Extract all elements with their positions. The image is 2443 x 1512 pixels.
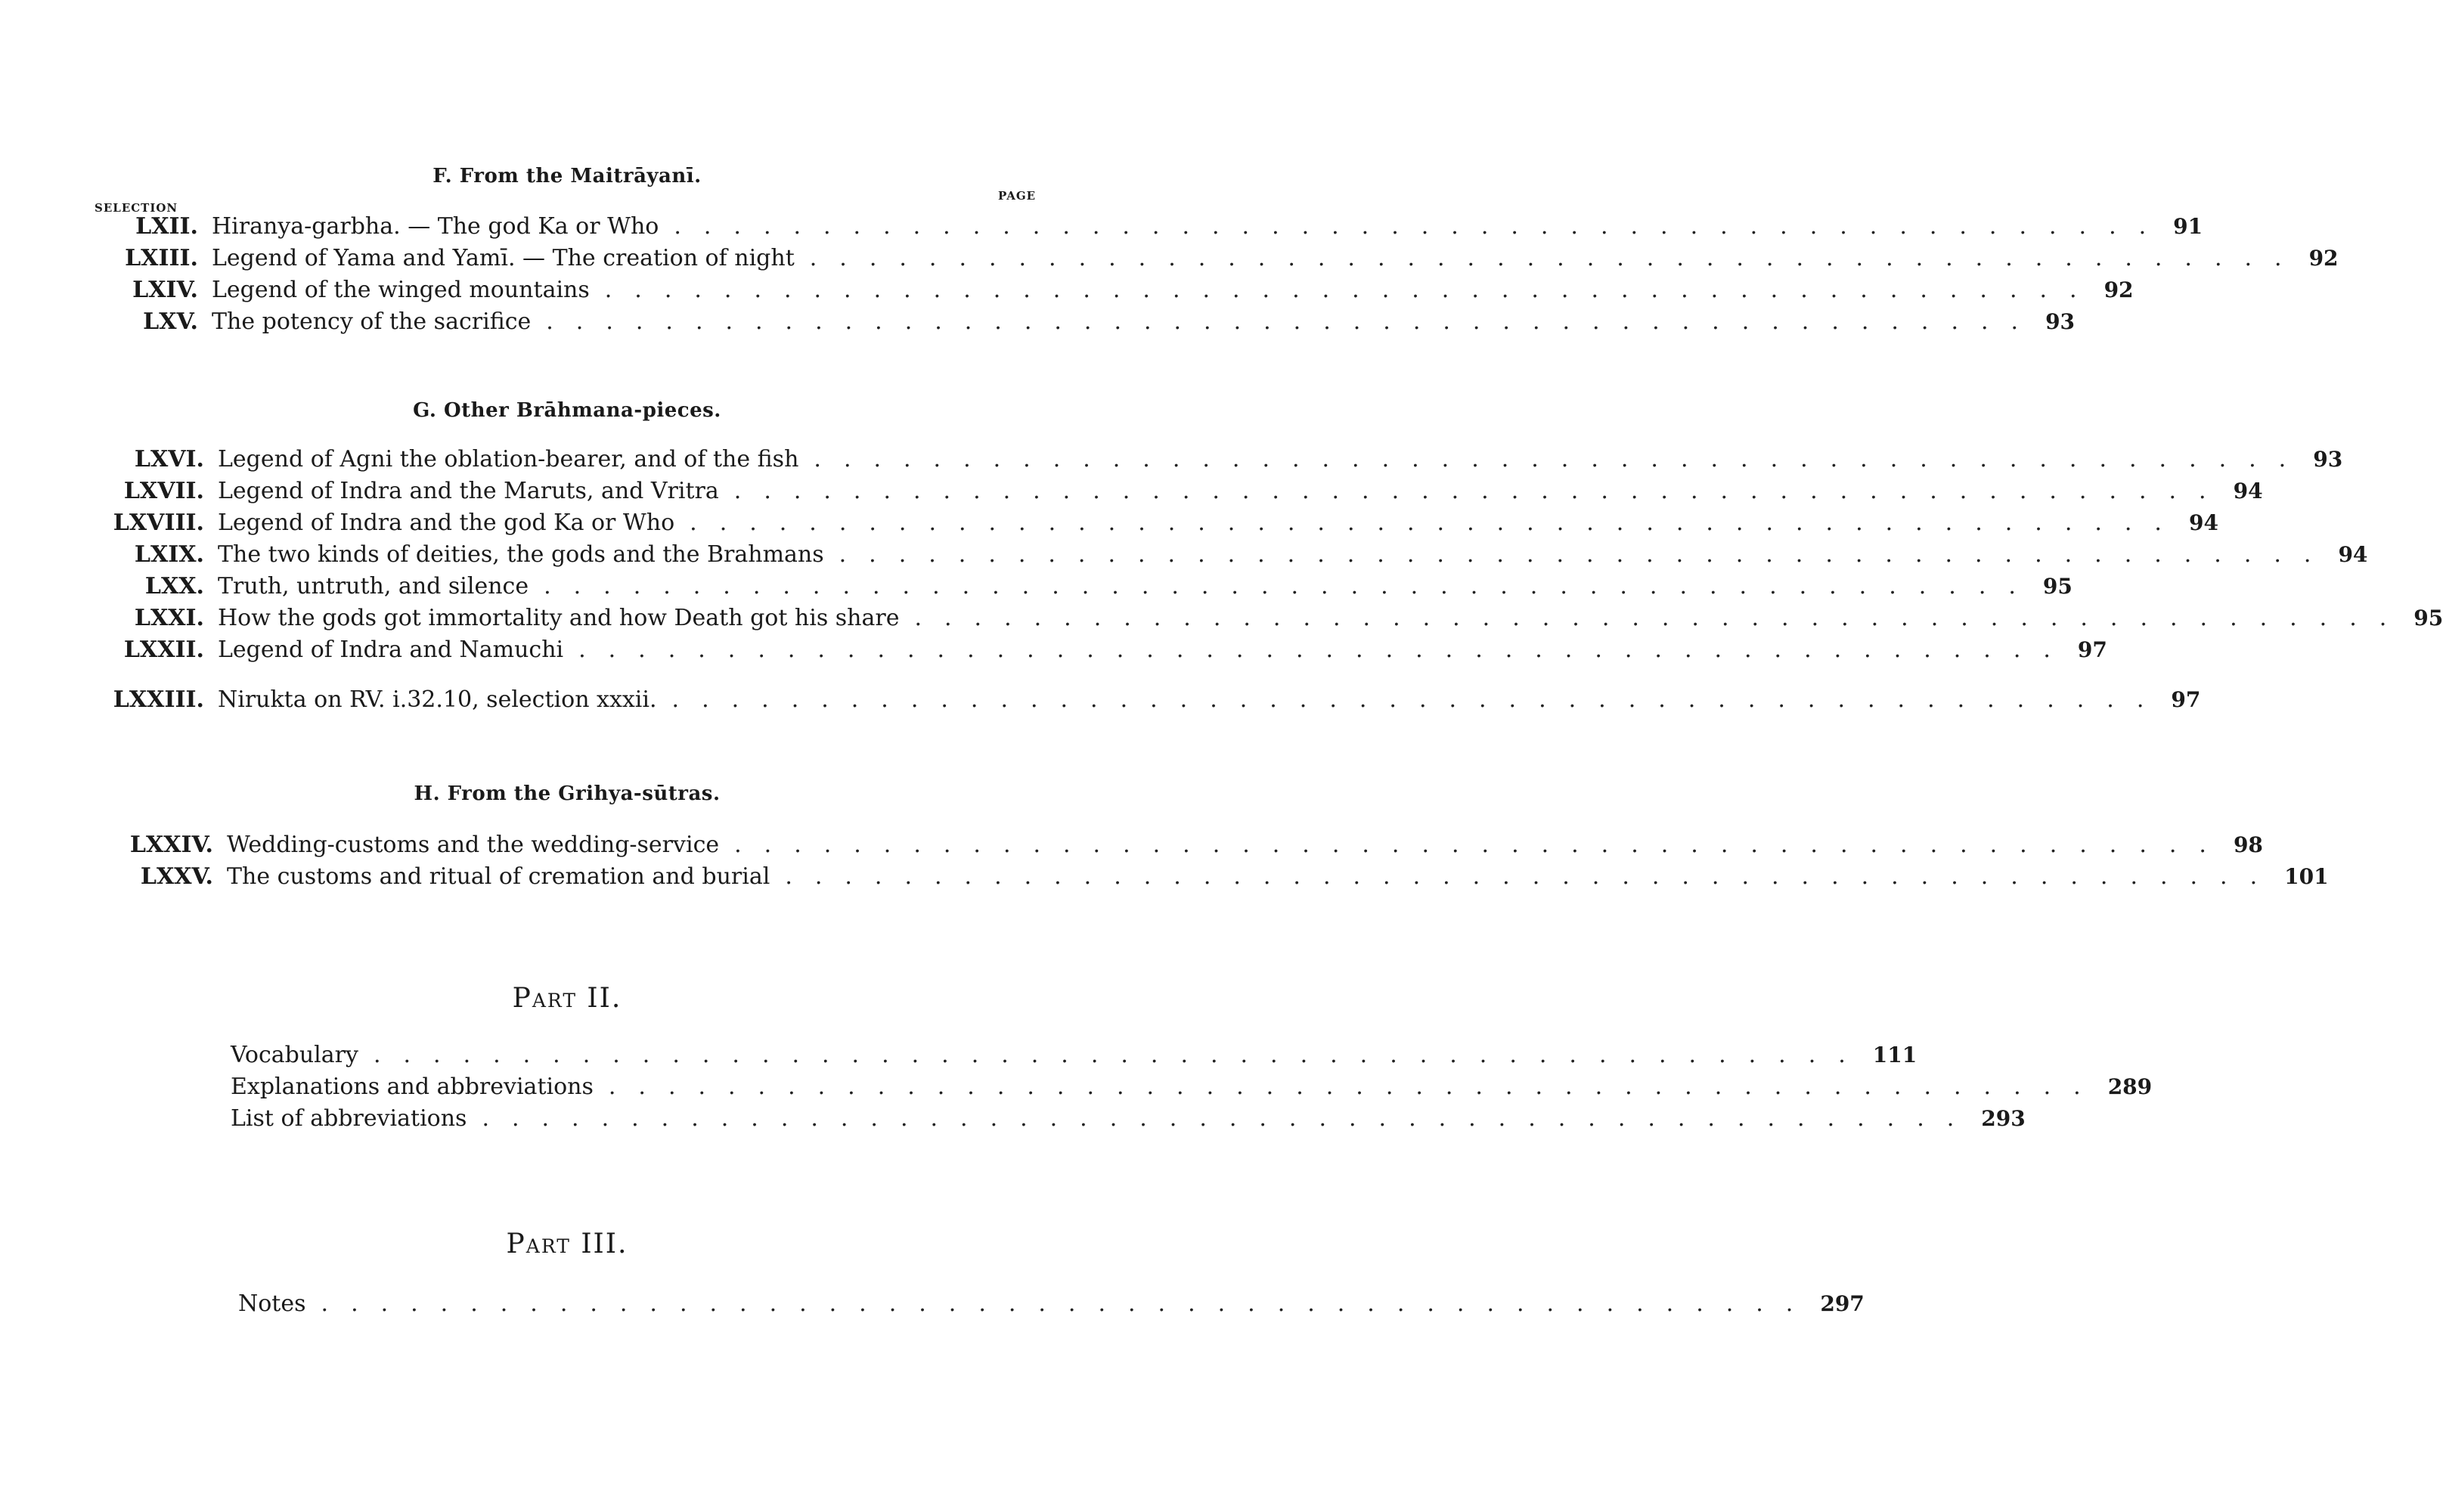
dot-leader: ..................................................	[734, 832, 2229, 858]
dot-leader: ..................................................	[814, 446, 2309, 472]
page-number: 289	[2107, 1074, 2153, 1099]
dot-leader: ..................................................	[671, 686, 2167, 713]
part-2-title: Part II.	[512, 983, 622, 1014]
entry-title: Legend of Indra and Namuchi	[218, 637, 564, 663]
page-number: 92	[2104, 277, 2134, 302]
selection-number: LXIX.	[134, 541, 204, 568]
page-number: 94	[2338, 542, 2368, 567]
entry-title: Explanations and abbreviations	[231, 1074, 594, 1100]
page-number: 91	[2173, 214, 2203, 239]
dot-leader: ..................................................	[674, 213, 2169, 240]
entry-title: Nirukta on RV. i.32.10, selection xxxii.	[218, 686, 657, 713]
toc-entry	[231, 1040, 1918, 1070]
page-number: 94	[2188, 510, 2218, 535]
selection-number: LXVIII.	[113, 510, 204, 536]
selection-number: LXXI.	[134, 605, 204, 631]
page-number: 93	[2313, 447, 2343, 472]
selection-number: LXV.	[143, 308, 198, 335]
toc-entry	[106, 830, 2263, 860]
entry-title: Legend of Yama and Yamī. — The creation of night	[212, 245, 795, 271]
part-3-title: Part III.	[506, 1228, 628, 1259]
toc-entry	[91, 635, 2107, 665]
entry-title: List of abbreviations	[231, 1105, 467, 1132]
toc-entry	[91, 572, 2073, 602]
selection-number: LXIV.	[132, 277, 198, 303]
page-number: 111	[1872, 1043, 1918, 1067]
entry-title: The two kinds of deities, the gods and the Brahmans	[218, 541, 824, 568]
page-number: 297	[1820, 1291, 1865, 1316]
toc-entry	[91, 476, 2263, 507]
entry-title: Truth, untruth, and silence	[218, 573, 529, 600]
section-f-heading: F. From the Maitrāyanī.	[432, 165, 702, 187]
toc-entry	[231, 1072, 2153, 1102]
dot-leader: ..................................................	[544, 573, 2038, 600]
dot-leader: ..................................................	[373, 1042, 1868, 1068]
selection-number: LXXIV.	[129, 832, 213, 858]
toc-entry	[91, 212, 2203, 242]
section-g-heading: G. Other Brāhmana-pieces.	[413, 399, 721, 422]
selection-number: LXII.	[135, 213, 198, 240]
page-number: 94	[2233, 479, 2263, 503]
toc-entry	[91, 307, 2076, 337]
entry-title: Wedding-customs and the wedding-service	[227, 832, 720, 858]
page-column-label: PAGE	[998, 189, 1037, 203]
page-number: 97	[2171, 687, 2201, 712]
dot-leader: ..................................................	[785, 863, 2280, 890]
toc-entry	[91, 540, 2368, 570]
entry-title: Legend of the winged mountains	[212, 277, 590, 303]
toc-entry	[91, 445, 2343, 475]
entry-title: How the gods got immortality and how Death got his share	[218, 605, 900, 631]
section-h-heading: H. From the Grihya-sūtras.	[414, 782, 721, 805]
toc-entry	[91, 508, 2218, 538]
entry-title: The potency of the sacrifice	[212, 308, 532, 335]
entry-title: Legend of Indra and the Maruts, and Vritra	[218, 478, 719, 504]
page-number: 97	[2077, 637, 2107, 662]
toc-entry	[106, 862, 2329, 892]
dot-leader: ..................................................	[321, 1290, 1816, 1317]
page-number: 93	[2045, 309, 2076, 334]
selection-number: LXIII.	[125, 245, 198, 271]
dot-leader: ..................................................	[608, 1074, 2104, 1100]
toc-entry	[91, 275, 2134, 305]
dot-leader: ..................................................	[690, 510, 2184, 536]
toc-entry	[91, 685, 2201, 715]
dot-leader: ..................................................	[733, 478, 2229, 504]
entry-title: Legend of Agni the oblation-bearer, and of the fish	[218, 446, 799, 472]
selection-number: LXXIII.	[113, 686, 204, 713]
dot-leader: ..................................................	[578, 637, 2073, 663]
entry-title: Vocabulary	[231, 1042, 358, 1068]
selection-number: LXX.	[144, 573, 204, 600]
page-number: 101	[2284, 864, 2329, 889]
dot-leader: ..................................................	[546, 308, 2042, 335]
page-number: 95	[2414, 606, 2443, 631]
toc-entry	[238, 1289, 1865, 1319]
selection-number: LXXII.	[123, 637, 204, 663]
dot-leader: ..................................................	[839, 541, 2334, 568]
selection-number: LXVI.	[134, 446, 204, 472]
entry-title: Notes	[238, 1290, 306, 1317]
page-number: 92	[2308, 246, 2339, 271]
dot-leader: ..................................................	[809, 245, 2305, 271]
page-number: 95	[2042, 574, 2073, 599]
entry-title: Legend of Indra and the god Ka or Who	[218, 510, 675, 536]
toc-entry	[91, 243, 2339, 274]
entry-title: The customs and ritual of cremation and burial	[227, 863, 770, 890]
selection-column-label: SELECTION	[95, 201, 178, 215]
selection-number: LXXV.	[140, 863, 213, 890]
page-number: 98	[2233, 832, 2263, 857]
page-number: 293	[1981, 1106, 2026, 1131]
dot-leader: ..................................................	[604, 277, 2100, 303]
toc-entry	[231, 1104, 2026, 1134]
entry-title: Hiranya-garbha. — The god Ka or Who	[212, 213, 659, 240]
dot-leader: ..................................................	[482, 1105, 1977, 1132]
dot-leader: ..................................................	[914, 605, 2410, 631]
toc-entry	[91, 603, 2443, 634]
selection-number: LXVII.	[123, 478, 204, 504]
